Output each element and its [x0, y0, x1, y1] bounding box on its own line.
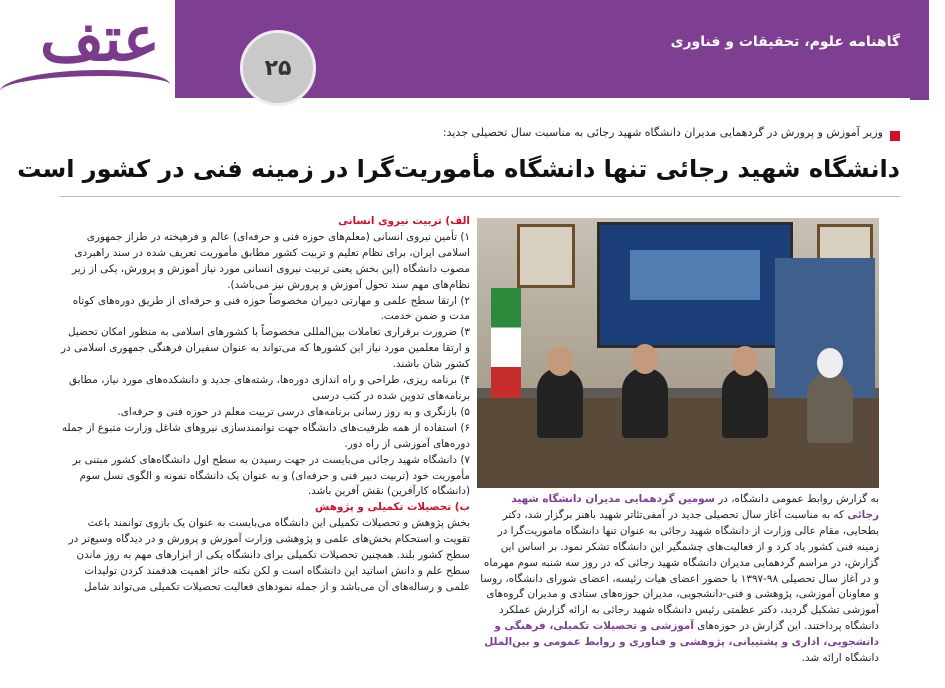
photo-person [622, 368, 668, 438]
right-edge-bar [910, 0, 929, 100]
body-text: که به مناسبت آغاز سال تحصیلی جدید در آمفی‌تئاتر شهید باهنر برگزار شد، دکتر بطحایی، مقام عالی وزارت از دانشگاه شهید رجائی به عنوان تنها دانشگاه ماموریت‌گرا در زمینه فنی کشور یاد کرد و از فعالیت‌های چشمگیر این دانشگاه تشکر نمود. بر اساس این گزارش، در مراسم گردهمایی مدیران دانشگاه شهید رجائی که در روز سه شنبه سوم مهرماه و در آغاز سال تحصیلی ۹۸-۱۳۹۷ با حضور اعضای هیات رئیسه، اعضای شورای دانشگاه، روسا و معاونان آموزشی، پژوهشی و فنی-دانشجویی، مدیران حوزه‌های ستادی و مدیران گروه‌های آموزشی تشکیل گردید، دکتر عظمتی رئیس دانشگاه شهید رجائی به ارائه گزارش عملکرد دانشگاه پرداختند. این گزارش در حوزه‌های [480, 508, 879, 633]
magazine-logo: عتف [40, 2, 160, 75]
body-paragraph: بخش پژوهش و تحصیلات تکمیلی این دانشگاه می‌بایست به عنوان یک بازوی توانمند باعث تقویت و استحکام بخش‌های علمی و پژوهشی وزارت آموزش و پرورش و در دیدگاه وسیع‌تر در سطح کشور بلند. همچنین تحصیلات تکمیلی برای دانشگاه یکی از ابزارهای مهم به روز ماندن سطح علم و دانش اساتید این دانشگاه است و لکن نکته حائز اهمیت هدفمند کردن تولیدات علمی و رساله‌های آن می‌باشد و از جمله نمودهای فعالیت تحصیلات تکمیلی می‌تواند شامل [68, 517, 470, 593]
page-header [0, 0, 945, 100]
article-right-column [477, 492, 879, 688]
highlighted-text: سومین گردهمایی مدیران دانشگاه شهید رجائی [511, 493, 879, 521]
photo-person [722, 368, 768, 438]
article-headline: دانشگاه شهید رجائی تنها دانشگاه مأموریت‌گرا در زمینه فنی در کشور است [17, 155, 900, 183]
photo-person-head [732, 346, 758, 376]
photo-portrait-left [517, 224, 575, 288]
photo-flag [491, 288, 521, 408]
photo-person [807, 373, 853, 443]
photo-person [537, 368, 583, 438]
photo-screen-content [630, 250, 760, 300]
body-paragraph: ۲) ارتقا سطح علمی و مهارتی دبیران مخصوصاً حوزه فنی و حرفه‌ای از طریق دوره‌های کوتاه مدت و ضمن خدمت. [72, 294, 470, 323]
body-paragraph: ۵) بازنگری و به روز رسانی برنامه‌های درسی تربیت معلم در حوزه فنی و حرفه‌ای. [117, 405, 470, 418]
photo-person-head [817, 348, 843, 378]
body-paragraph: ۳) ضرورت برقراری تعاملات بین‌المللی مخصوصاً با کشورهای اسلامی به منظور امکان تحصیل و ارتقا معلمین مورد نیاز این کشورها که می‌تواند به عنوان سفیران فرهنگی جمهوری اسلامی در کشور شان باشند. [61, 326, 470, 371]
section-title: گاهنامه علوم، تحقیقات و فناوری [670, 34, 900, 50]
body-text: دانشگاه ارائه شد. [801, 652, 879, 665]
meeting-photo [477, 218, 879, 488]
photo-screen [597, 222, 793, 348]
highlighted-text: آموزشی و تحصیلات تکمیلی، فرهنگی و دانشجویی، اداری و پشتیبانی، پژوهشی و فناوری و روابط عمومی و بین‌الملل [484, 620, 879, 649]
brand-area [0, 0, 175, 100]
body-paragraph: ۷) دانشگاه شهید رجائی می‌بایست در جهت رسیدن به سطح اول دانشگاه‌های کشور مبتنی بر مأموریت خود (تربیت دبیر فنی و حرفه‌ای) و به عنوان یک دانشگاه نمونه و الگوی نسل سوم (دانشگاه کارآفرین) نقش آفرین باشد. [72, 453, 470, 498]
headline-rule [60, 196, 900, 197]
photo-person-head [632, 344, 658, 374]
body-paragraph: ۴) برنامه ریزی، طراحی و راه اندازی دوره‌ها، رشته‌های جدید و دانشکده‌های مورد نیاز، مطابق برنامه‌های تدوین شده در کتب درسی [68, 374, 470, 402]
subheading: ب) تحصیلات تکمیلی و پژوهش [315, 501, 470, 514]
page-number: ۲۵ [240, 30, 316, 106]
body-paragraph: ۶) استفاده از همه ظرفیت‌های دانشگاه جهت توانمندسازی نیروهای شاغل وزارت متبوع از جمله دوره‌های آموزشی از راه دور. [61, 421, 470, 450]
article-kicker: وزیر آموزش و پرورش در گردهمایی مدیران دانشگاه شهید رجائی به مناسبت سال تحصیلی جدید: [442, 126, 883, 139]
photo-person-head [547, 346, 573, 376]
logo-swash [0, 70, 170, 106]
article-intro-paragraph [477, 492, 879, 667]
body-text: به گزارش روابط عمومی دانشگاه، در [714, 493, 879, 505]
kicker-marker [890, 131, 900, 141]
body-paragraph: ۱) تأمین نیروی انسانی (معلم‌های حوزه فنی و حرفه‌ای) عالم و فرهیخته در طراز جمهوری اسلامی ایران، برای نظام تعلیم و تربیت کشور مطابق مأموریت تعریف شده در سند راهبردی مصوب دانشگاه (این بخش یعنی تربیت نیروی انسانی مورد نیاز آموزش و پرورش، یکی از زیر نظام‌های مهم سند تحول آموزش و پرورش نیز می‌باشد). [72, 230, 470, 291]
article-left-column [60, 214, 470, 688]
subheading: الف) تربیت نیروی انسانی [338, 215, 470, 227]
